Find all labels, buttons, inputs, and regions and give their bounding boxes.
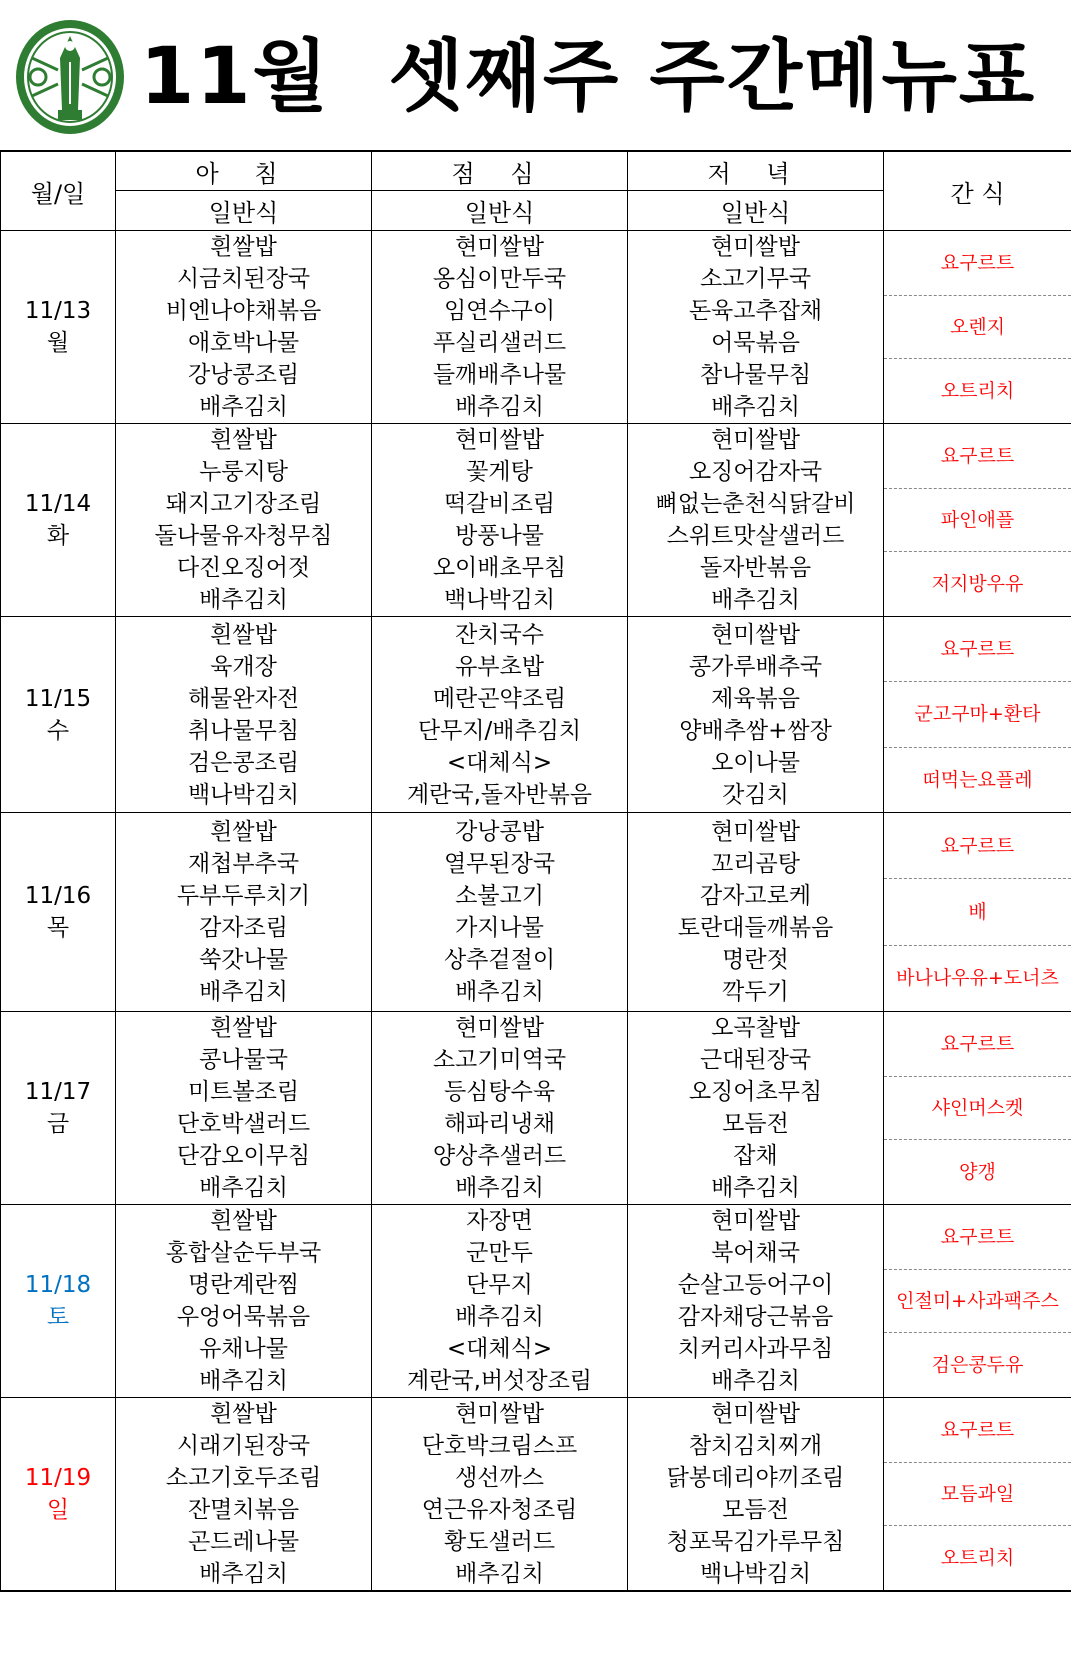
dinner-item: 배추김치 [711, 394, 800, 420]
lunch-item: 현미쌀밥 [455, 427, 544, 453]
dinner-item: 깍두기 [722, 979, 789, 1005]
snack-item: 요구르트 [884, 1206, 1071, 1270]
breakfast-item: 흰쌀밥 [210, 427, 277, 453]
breakfast-item: 흰쌀밥 [210, 234, 277, 260]
snack-item: 모듬과일 [884, 1463, 1071, 1527]
snack-item: 오렌지 [884, 296, 1071, 360]
breakfast-item: 배추김치 [199, 1561, 288, 1587]
lunch-item: 소고기미역국 [432, 1047, 567, 1073]
lunch-item: 연근유자청조림 [421, 1497, 578, 1523]
snack-column-header: 간 식 [884, 151, 1071, 231]
dinner-item: 소고기무국 [699, 266, 812, 292]
weekday-label: 수 [46, 717, 70, 744]
breakfast-cell [116, 1012, 372, 1205]
snack-item: 인절미+사과팩주스 [884, 1270, 1071, 1334]
breakfast-item: 돼지고기장조림 [165, 491, 322, 517]
dinner-item: 돈육고추잡채 [688, 298, 823, 324]
breakfast-item: 재첩부추국 [187, 851, 300, 877]
breakfast-item: 배추김치 [199, 394, 288, 420]
snack-item: 검은콩두유 [931, 1353, 1024, 1376]
lunch-item: 옹심이만두국 [432, 266, 567, 292]
lunch-item: 배추김치 [455, 1304, 544, 1330]
lunch-item: 백나박김치 [443, 587, 556, 613]
lunch-item: 배추김치 [455, 1175, 544, 1201]
snack-list [884, 1206, 1071, 1396]
dinner-item: 청포묵김가루무침 [666, 1529, 845, 1555]
snack-cell [884, 1398, 1071, 1592]
snack-cell [884, 1205, 1071, 1398]
dinner-item: 참나물무침 [699, 362, 812, 388]
dinner-item: 토란대들깨볶음 [677, 915, 834, 941]
dinner-item: 닭봉데리야끼조림 [666, 1465, 845, 1491]
lunch-item: 단호박크림스프 [421, 1433, 578, 1459]
snack-item: 요구르트 [884, 1013, 1071, 1077]
weekday-label: 금 [46, 1111, 70, 1137]
lunch-cell [372, 813, 628, 1012]
lunch-item: 상추겉절이 [443, 947, 556, 973]
dinner-cell [628, 1398, 884, 1592]
dinner-item: 양배추쌈+쌈장 [679, 717, 832, 744]
dinner-item: 배추김치 [711, 1175, 800, 1201]
snack-cell [884, 813, 1071, 1012]
breakfast-item: 홍합살순두부국 [165, 1240, 322, 1266]
breakfast-item: 누룽지탕 [199, 459, 288, 485]
dinner-item: 백나박김치 [699, 1561, 812, 1587]
snack-item: 오트리치 [940, 1546, 1015, 1569]
breakfast-item: 흰쌀밥 [210, 1015, 277, 1041]
lunch-item: 현미쌀밥 [455, 1401, 544, 1427]
lunch-cell [372, 1398, 628, 1592]
dinner-item: 현미쌀밥 [711, 427, 800, 453]
snack-cell [884, 1012, 1071, 1205]
page-title: 11월 셋째주 주간메뉴표 [140, 32, 1037, 122]
snack-list [884, 813, 1071, 1011]
snack-item: 양갱 [959, 1160, 996, 1183]
lunch-item: 황도샐러드 [443, 1529, 556, 1555]
breakfast-item: 흰쌀밥 [210, 1401, 277, 1427]
lunch-item: 배추김치 [455, 979, 544, 1005]
lunch-item: 단무지 [466, 1272, 533, 1298]
weekday-label: 화 [46, 523, 70, 549]
lunch-item: 해파리냉채 [443, 1111, 556, 1137]
dinner-type-header: 일반식 [628, 191, 884, 231]
snack-list [884, 232, 1071, 422]
lunch-header: 점 심 [372, 151, 628, 191]
emblem-logo [14, 18, 126, 136]
dinner-item: 순살고등어구이 [677, 1272, 834, 1298]
breakfast-item: 시래기된장국 [176, 1433, 311, 1459]
dinner-item: 갓김치 [722, 781, 789, 808]
dinner-item: 모듬전 [722, 1497, 789, 1523]
lunch-item: 군만두 [466, 1240, 533, 1266]
dinner-item: 콩가루배추국 [688, 653, 823, 680]
dinner-item: 꼬리곰탕 [711, 851, 800, 877]
snack-item: 요구르트 [884, 617, 1071, 682]
snack-list [884, 1399, 1071, 1589]
snack-item: 오트리치 [940, 379, 1015, 402]
lunch-item: 강낭콩밥 [455, 819, 544, 845]
weekday-label: 목 [46, 915, 70, 941]
table-row [1, 1012, 1071, 1205]
day-date-cell [1, 617, 116, 813]
dinner-item: 뼈없는춘천식닭갈비 [655, 491, 856, 517]
breakfast-item: 미트볼조림 [187, 1079, 300, 1105]
dinner-item: 배추김치 [711, 587, 800, 613]
table-row [1, 813, 1071, 1012]
dinner-item: 참치김치찌개 [688, 1433, 823, 1459]
table-row [1, 1398, 1071, 1592]
snack-cell [884, 617, 1071, 813]
snack-item: 군고구마+환타 [884, 682, 1071, 747]
snack-list [884, 617, 1071, 812]
dinner-item: 스위트맛살샐러드 [666, 523, 845, 549]
lunch-item: 현미쌀밥 [455, 234, 544, 260]
dinner-cell [628, 1012, 884, 1205]
lunch-item: 열무된장국 [443, 851, 556, 877]
breakfast-item: 검은콩조림 [187, 749, 300, 776]
breakfast-item: 다진오징어젓 [176, 555, 311, 581]
breakfast-item: 백나박김치 [187, 781, 300, 808]
dinner-item: 북어채국 [711, 1240, 800, 1266]
lunch-item: 메란곤약조림 [432, 685, 567, 712]
date-label: 11/18 [24, 1272, 92, 1298]
dinner-item: 어묵볶음 [711, 330, 800, 356]
snack-item: 요구르트 [884, 813, 1071, 879]
breakfast-item: 콩나물국 [199, 1047, 288, 1073]
breakfast-cell [116, 231, 372, 424]
breakfast-item: 잔멸치볶음 [187, 1497, 300, 1523]
snack-item: 요구르트 [884, 425, 1071, 489]
weekday-label: 월 [46, 330, 70, 356]
snack-item: 요구르트 [884, 232, 1071, 296]
breakfast-item: 쑥갓나물 [199, 947, 288, 973]
dinner-item: 돌자반볶음 [699, 555, 812, 581]
lunch-item: 떡갈비조림 [443, 491, 556, 517]
breakfast-item: 단감오이무침 [176, 1143, 311, 1169]
date-label: 11/17 [24, 1079, 92, 1105]
breakfast-item: 비엔나야채볶음 [165, 298, 322, 324]
snack-item: 배 [884, 879, 1071, 945]
breakfast-cell [116, 424, 372, 617]
lunch-item: 임연수구이 [443, 298, 556, 324]
dinner-item: 감자고로케 [699, 883, 812, 909]
day-date-cell [1, 1205, 116, 1398]
snack-cell [884, 231, 1071, 424]
lunch-cell [372, 1205, 628, 1398]
day-date-cell [1, 231, 116, 424]
breakfast-item: 배추김치 [199, 1368, 288, 1394]
dinner-item: 치커리사과무침 [677, 1336, 834, 1362]
dinner-cell [628, 424, 884, 617]
dinner-item: 잡채 [733, 1143, 778, 1169]
dinner-item: 명란젓 [722, 947, 789, 973]
dinner-item: 현미쌀밥 [711, 234, 800, 260]
lunch-item: 오이배초무침 [432, 555, 567, 581]
breakfast-cell [116, 1205, 372, 1398]
breakfast-item: 유채나물 [199, 1336, 288, 1362]
snack-list [884, 1013, 1071, 1203]
breakfast-item: 배추김치 [199, 587, 288, 613]
lunch-item: 꽃게탕 [466, 459, 533, 485]
snack-item: 샤인머스켓 [884, 1077, 1071, 1141]
weekday-label: 일 [46, 1497, 70, 1523]
page-header [0, 0, 1071, 150]
breakfast-item: 흰쌀밥 [210, 1208, 277, 1234]
dinner-item: 근대된장국 [699, 1047, 812, 1073]
breakfast-item: 취나물무침 [187, 717, 300, 744]
dinner-cell [628, 231, 884, 424]
lunch-item: 방풍나물 [455, 523, 544, 549]
dinner-item: 오징어감자국 [688, 459, 823, 485]
dinner-header: 저 녁 [628, 151, 884, 191]
snack-item: 요구르트 [884, 1399, 1071, 1463]
lunch-item: 등심탕수육 [443, 1079, 556, 1105]
dinner-item: 오이나물 [711, 749, 800, 776]
breakfast-type-header: 일반식 [116, 191, 372, 231]
day-date-cell [1, 1398, 116, 1592]
lunch-item: 양상추샐러드 [432, 1143, 567, 1169]
weekday-label: 토 [46, 1304, 70, 1330]
breakfast-item: 명란계란찜 [187, 1272, 300, 1298]
dinner-cell [628, 617, 884, 813]
lunch-item: 가지나물 [455, 915, 544, 941]
snack-item: 떠먹는요플레 [922, 768, 1033, 791]
table-row [1, 1205, 1071, 1398]
dinner-item: 현미쌀밥 [711, 1401, 800, 1427]
lunch-cell [372, 424, 628, 617]
snack-list [884, 425, 1071, 615]
dinner-item: 제육볶음 [711, 685, 800, 712]
lunch-item: 자장면 [466, 1208, 533, 1234]
table-row [1, 424, 1071, 617]
breakfast-item: 애호박나물 [187, 330, 300, 356]
lunch-item: <대체식> [446, 1336, 553, 1362]
lunch-item: 들깨배추나물 [432, 362, 567, 388]
lunch-item: 배추김치 [455, 394, 544, 420]
breakfast-cell [116, 1398, 372, 1592]
lunch-item: 소불고기 [455, 883, 544, 909]
breakfast-item: 강낭콩조림 [187, 362, 300, 388]
table-row [1, 617, 1071, 813]
date-label: 11/13 [24, 298, 92, 324]
date-label: 11/15 [24, 685, 92, 712]
dinner-item: 현미쌀밥 [711, 1208, 800, 1234]
day-date-cell [1, 424, 116, 617]
breakfast-item: 흰쌀밥 [210, 621, 277, 648]
snack-item: 저지방우유 [931, 572, 1024, 595]
dinner-item: 감자채당근볶음 [677, 1304, 834, 1330]
breakfast-item: 단호박샐러드 [176, 1111, 311, 1137]
snack-cell [884, 424, 1071, 617]
breakfast-item: 두부두루치기 [176, 883, 311, 909]
dinner-item: 배추김치 [711, 1368, 800, 1394]
date-label: 11/16 [24, 883, 92, 909]
lunch-item: 푸실리샐러드 [432, 330, 567, 356]
lunch-item: <대체식> [446, 749, 553, 776]
date-label: 11/14 [24, 491, 92, 517]
lunch-cell [372, 617, 628, 813]
lunch-type-header: 일반식 [372, 191, 628, 231]
breakfast-item: 감자조림 [199, 915, 288, 941]
lunch-item: 생선까스 [455, 1465, 544, 1491]
breakfast-item: 우엉어묵볶음 [176, 1304, 311, 1330]
breakfast-item: 시금치된장국 [176, 266, 311, 292]
breakfast-item: 배추김치 [199, 979, 288, 1005]
day-date-cell [1, 1012, 116, 1205]
dinner-item: 현미쌀밥 [711, 819, 800, 845]
date-column-header: 월/일 [1, 151, 116, 231]
lunch-cell [372, 231, 628, 424]
dinner-item: 오곡찰밥 [711, 1015, 800, 1041]
weekly-menu-table [0, 150, 1071, 1592]
dinner-item: 오징어초무침 [688, 1079, 823, 1105]
lunch-item: 단무지/배추김치 [417, 717, 582, 744]
breakfast-item: 돌나물유자청무침 [154, 523, 333, 549]
lunch-cell [372, 1012, 628, 1205]
lunch-item: 유부초밥 [455, 653, 544, 680]
dinner-cell [628, 813, 884, 1012]
breakfast-item: 육개장 [210, 653, 277, 680]
breakfast-item: 흰쌀밥 [210, 819, 277, 845]
date-label: 11/19 [24, 1465, 92, 1491]
breakfast-item: 해물완자전 [187, 685, 300, 712]
lunch-item: 잔치국수 [455, 621, 544, 648]
breakfast-header: 아 침 [116, 151, 372, 191]
day-date-cell [1, 813, 116, 1012]
breakfast-item: 곤드레나물 [187, 1529, 300, 1555]
lunch-item: 현미쌀밥 [455, 1015, 544, 1041]
lunch-item: 계란국,버섯장조림 [406, 1368, 593, 1394]
snack-item: 파인애플 [884, 489, 1071, 553]
lunch-item: 계란국,돌자반볶음 [406, 781, 593, 808]
dinner-cell [628, 1205, 884, 1398]
breakfast-item: 소고기호두조림 [165, 1465, 322, 1491]
breakfast-cell [116, 617, 372, 813]
breakfast-item: 배추김치 [199, 1175, 288, 1201]
dinner-item: 모듬전 [722, 1111, 789, 1137]
dinner-item: 현미쌀밥 [711, 621, 800, 648]
breakfast-cell [116, 813, 372, 1012]
lunch-item: 배추김치 [455, 1561, 544, 1587]
snack-item: 바나나우유+도너츠 [896, 967, 1059, 990]
table-row [1, 231, 1071, 424]
